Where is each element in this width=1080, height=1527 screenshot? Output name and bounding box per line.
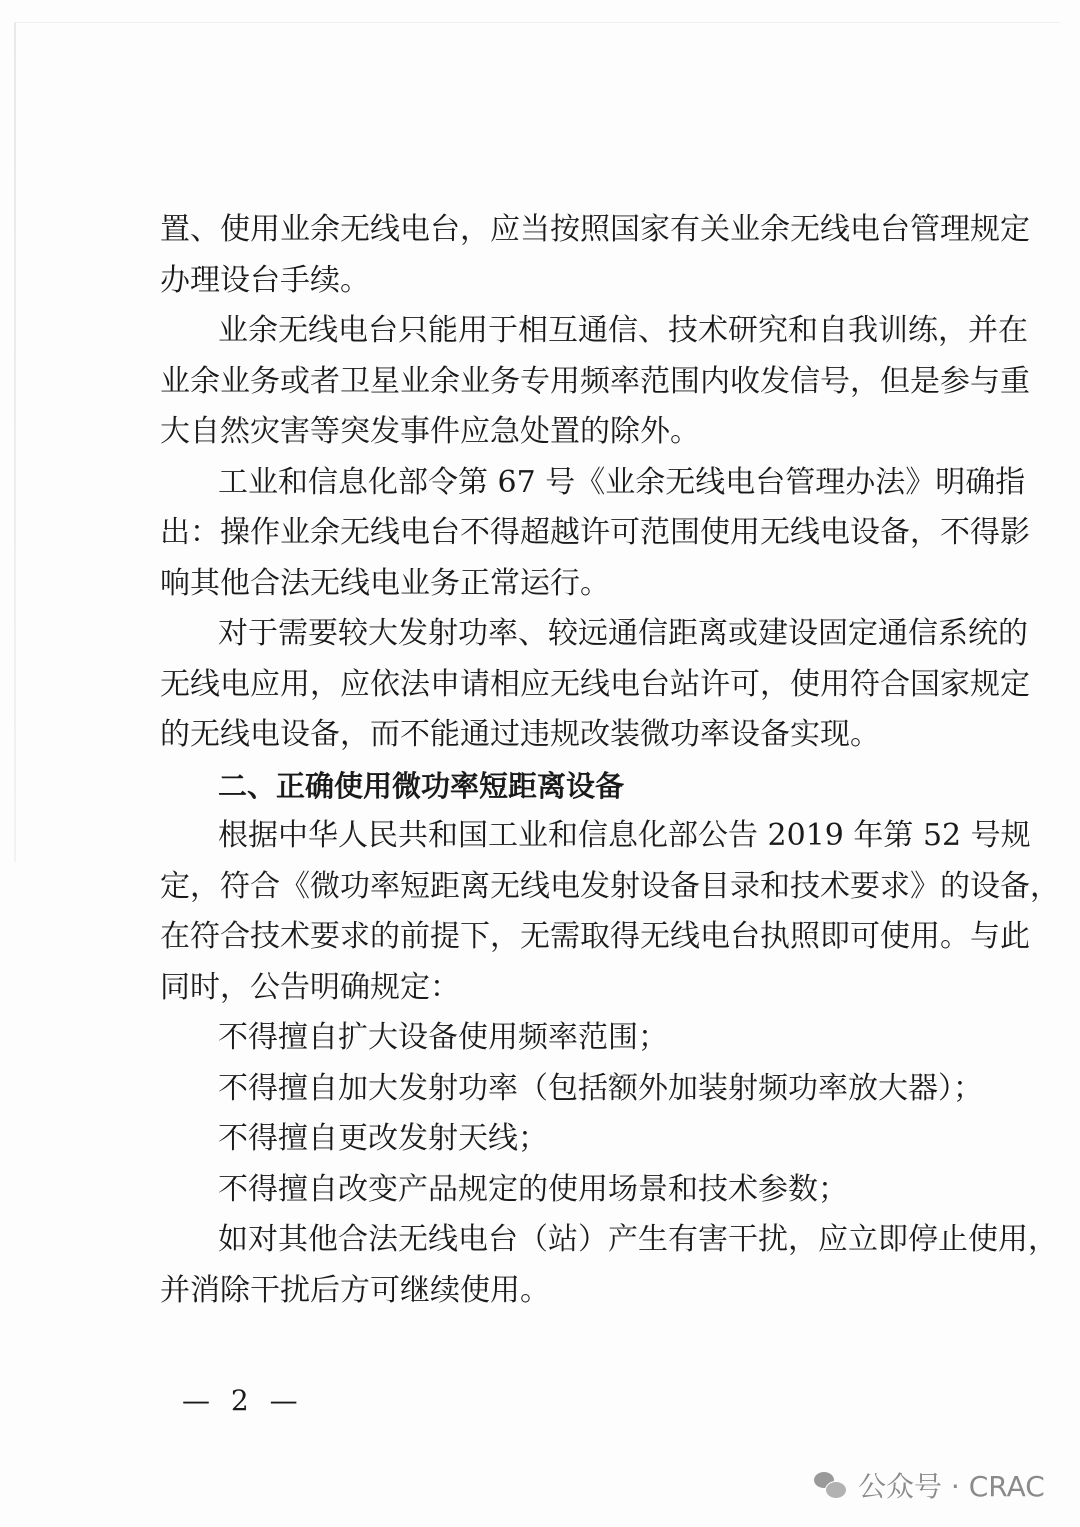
rule-item: 不得擅自更改发射天线； [218, 1121, 548, 1156]
paragraph-line: 的无线电设备，而不能通过违规改装微功率设备实现。 [160, 717, 880, 752]
paragraph-line: 在符合技术要求的前提下，无需取得无线电台执照即可使用。与此 [160, 919, 1030, 954]
paragraph-line: 业余业务或者卫星业余业务专用频率范围内收发信号，但是参与重 [160, 363, 1030, 399]
paragraph-line: 大自然灾害等突发事件应急处置的除外。 [160, 414, 700, 449]
paragraph-line: 根据中华人民共和国工业和信息化部公告 2019 年第 52 号规 [218, 818, 1031, 853]
scan-edge-left [14, 22, 16, 862]
watermark-text: 公众号 · CRAC [858, 1470, 1045, 1503]
account-watermark [814, 1460, 1045, 1510]
paragraph-line: 工业和信息化部令第 67 号《业余无线电台管理办法》明确指 [218, 464, 1026, 500]
page-number: — 2 — [182, 1384, 304, 1417]
paragraph-line: 无线电应用，应依法申请相应无线电台站许可，使用符合国家规定 [160, 666, 1030, 702]
rule-item: 不得擅自改变产品规定的使用场景和技术参数； [218, 1171, 848, 1207]
paragraph-line: 置、使用业余无线电台，应当按照国家有关业余无线电台管理规定 [160, 212, 1030, 247]
paragraph-line: 定，符合《微功率短距离无线电发射设备目录和技术要求》的设备， [160, 868, 1060, 904]
rule-item: 不得擅自扩大设备使用频率范围； [218, 1020, 668, 1055]
paragraph-line: 业余无线电台只能用于相互通信、技术研究和自我训练，并在 [218, 313, 1028, 348]
paragraph-line: 对于需要较大发射功率、较远通信距离或建设固定通信系统的 [218, 616, 1028, 651]
rule-item: 不得擅自加大发射功率（包括额外加装射频功率放大器）； [218, 1070, 983, 1106]
paragraph-line: 如对其他合法无线电台（站）产生有害干扰，应立即停止使用， [218, 1222, 1058, 1257]
section-heading: 二、正确使用微功率短距离设备 [218, 768, 625, 803]
document-body [160, 205, 1060, 1316]
paragraph-line: 出：操作业余无线电台不得超越许可范围使用无线电设备，不得影 [160, 515, 1030, 550]
paragraph-line: 同时，公告明确规定： [160, 969, 460, 1005]
paragraph-line: 并消除干扰后方可继续使用。 [160, 1272, 550, 1308]
paragraph-line: 办理设台手续。 [160, 262, 370, 298]
scan-edge-top [14, 22, 1060, 23]
wechat-icon [814, 1470, 848, 1500]
paragraph-line: 响其他合法无线电业务正常运行。 [160, 565, 610, 601]
